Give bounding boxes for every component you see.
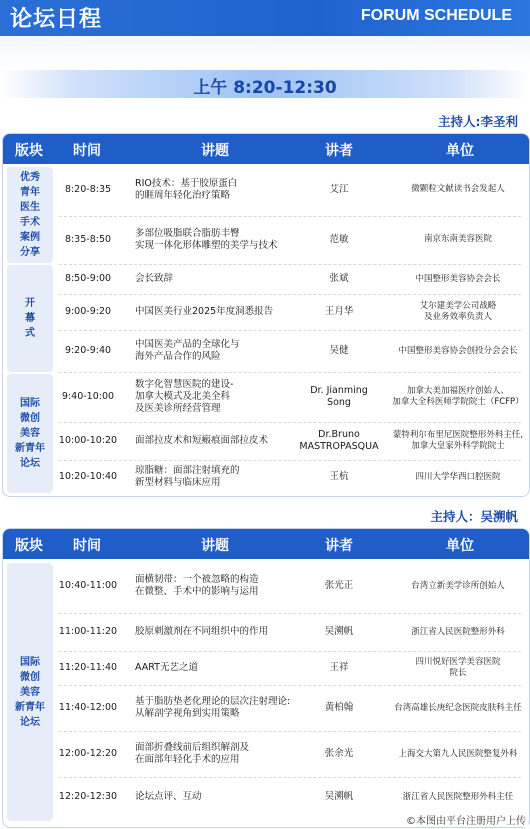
unit-cell: 浙江省人民医院整形外科主任: [402, 791, 514, 802]
top-banner: [0, 0, 530, 36]
topic-cell: 面部拉皮术和短瘢痕面部拉皮术: [135, 435, 269, 446]
table-header: [3, 529, 529, 559]
table-row: [55, 264, 529, 294]
time-cell: 8:20-8:35: [64, 183, 112, 195]
unit-cell: 四川悦好医学美容医院 院长: [415, 657, 501, 678]
topic-cell: 基于脂肪垫老化理论的层次注射理论: 从解剖学视角到实用策略: [135, 696, 291, 719]
col-header-speaker: 讲者: [325, 538, 353, 554]
unit-cell: 南京东南美容医院: [423, 234, 492, 244]
topic-cell: 胶原刺激剂在不同组织中的作用: [135, 626, 269, 637]
table-row: [55, 685, 529, 731]
time-cell: 12:20-12:30: [58, 791, 118, 802]
time-cell: 8:35-8:50: [64, 233, 112, 245]
table-row: [55, 164, 529, 215]
col-header-unit: 单位: [446, 538, 474, 554]
page-title: 论坛日程: [10, 7, 103, 32]
host-label-2: 主持人：吴溯帆: [430, 509, 518, 524]
time-cell: 12:00-12:20: [58, 748, 118, 759]
time-cell: 9:20-9:40: [64, 345, 112, 356]
session-time-label: 上午 8:20-12:30: [193, 78, 337, 98]
watermark: ©本图由平台注册用户上传: [404, 812, 528, 827]
time-cell: 11:40-12:00: [58, 702, 118, 713]
table-row: [55, 731, 529, 777]
col-header-block: 版块: [15, 538, 43, 554]
unit-cell: 中国整形美容协会会长: [415, 273, 501, 284]
section-block: 开 幕 式: [7, 265, 53, 372]
topic-cell: 琼脂糖：面部注射填充的 新型材料与临床应用: [135, 465, 240, 488]
topic-cell: 数字化智慧医院的建设- 加拿大模式及北美全科 及医美诊所经营管理: [135, 379, 234, 414]
section-block: 国际 微创 美容 新青年 论坛: [7, 374, 53, 493]
col-header-speaker: 讲者: [325, 143, 353, 159]
unit-cell: 台湾立新美学诊所创始人: [411, 580, 505, 591]
speaker-cell: 艾江: [329, 183, 349, 195]
speaker-cell: 张光正: [324, 580, 354, 591]
table-header: [3, 134, 529, 164]
unit-cell: 上海交大第九人民医院整复外科: [398, 748, 518, 759]
speaker-cell: 王杭: [329, 471, 349, 482]
table-row: [55, 460, 529, 494]
unit-cell: 艾尔建美学公司战略 及业务效率负责人: [419, 301, 497, 322]
col-header-topic: 讲题: [201, 538, 229, 554]
unit-cell: 中国整形美容协会创投分会会长: [398, 345, 518, 356]
table-row: [55, 330, 529, 372]
topic-cell: 论坛点评、互动: [135, 791, 202, 802]
speaker-cell: 吴溯帆: [324, 626, 354, 637]
unit-cell: 浙江省人民医院整形外科: [411, 626, 505, 637]
banner-fade: [0, 36, 530, 70]
speaker-cell: 张斌: [329, 273, 349, 284]
speaker-cell: 吴溯帆: [324, 791, 354, 802]
section-block: 国际 微创 美容 新青年 论坛: [7, 563, 53, 821]
topic-cell: 面部折叠线前后组织解剖及 在面部年轻化手术的应用: [135, 742, 250, 765]
topic-cell: 会长致辞: [135, 273, 174, 284]
col-header-time: 时间: [73, 538, 101, 554]
unit-cell: 微颗粒文献读书会发起人: [411, 184, 505, 194]
speaker-cell: 王月华: [324, 306, 354, 317]
table-row: [55, 613, 529, 651]
col-header-unit: 单位: [446, 143, 474, 159]
time-cell: 11:20-11:40: [58, 662, 118, 673]
unit-cell: 台湾高雄长庚纪念医院皮肤科主任: [394, 702, 522, 713]
speaker-cell: Dr. Jianming Song: [310, 385, 368, 408]
table-row: [55, 372, 529, 422]
speaker-cell: Dr.Bruno MASTROPASQUA: [299, 429, 379, 452]
topic-cell: 面横韧带：一个被忽略的构造 在微整、手术中的影响与运用: [135, 574, 259, 597]
schedule-table-2: [2, 528, 530, 828]
col-header-block: 版块: [15, 143, 43, 159]
table-row: [55, 216, 529, 263]
session-time-bar: [0, 70, 530, 98]
time-cell: 9:40-10:00: [61, 391, 115, 402]
col-header-time: 时间: [73, 143, 101, 159]
topic-cell: RIO技术：基于胶原蛋白 的睚周年轻化治疗策略: [135, 177, 238, 201]
time-cell: 8:50-9:00: [64, 273, 112, 284]
table-row: [55, 294, 529, 330]
time-cell: 10:20-10:40: [58, 471, 118, 482]
table-row: [55, 422, 529, 460]
unit-cell: 加拿大美加福医疗创始人、 加拿大全科医师学院院士（FCFP）: [392, 386, 524, 407]
speaker-cell: 张余光: [324, 748, 354, 759]
table-row: [55, 560, 529, 612]
unit-cell: 蒙特利尔布里尼医院整形外科主任, 加拿大皇家外科学院院士: [392, 430, 524, 451]
topic-cell: AART无艺之道: [135, 662, 198, 673]
col-header-topic: 讲题: [201, 143, 229, 159]
speaker-cell: 吴健: [329, 345, 349, 356]
topic-cell: 中国医美产品的全球化与 海外产品合作的风险: [135, 339, 240, 362]
time-cell: 11:00-11:20: [58, 626, 118, 637]
table-row: [55, 651, 529, 685]
speaker-cell: 王祥: [329, 662, 349, 673]
time-cell: 10:40-11:00: [58, 580, 118, 591]
topic-cell: 中国医美行业2025年度洞悉报告: [135, 306, 274, 317]
speaker-cell: 黄柏翰: [324, 702, 354, 713]
time-cell: 10:00-10:20: [58, 435, 118, 446]
topic-cell: 多部位吸脂联合脂肪丰臀 实现一体化形体雕塑的美学与技术: [135, 227, 278, 251]
host-label-1: 主持人:李圣利: [438, 114, 518, 129]
time-cell: 9:00-9:20: [64, 306, 112, 317]
speaker-cell: 范敏: [329, 233, 349, 245]
table-row: [55, 777, 529, 817]
unit-cell: 四川大学华西口腔医院: [415, 471, 501, 482]
section-block: 优秀 青年 医生 手术 案例 分享: [7, 167, 53, 263]
page-title-english: FORUM SCHEDULE: [360, 7, 512, 24]
schedule-table-1: [2, 133, 530, 497]
